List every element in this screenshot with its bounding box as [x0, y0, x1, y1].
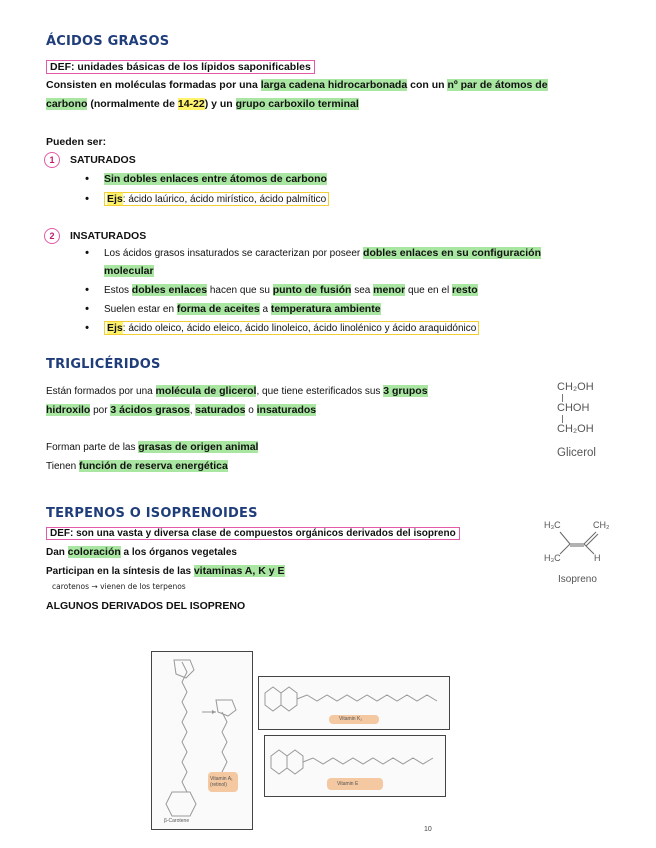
text: Estos	[104, 285, 132, 296]
acidos-desc-line2	[46, 97, 359, 111]
isoprene-h: H	[594, 553, 601, 563]
glicerol-ch2oh-top: CH₂OH	[557, 381, 594, 393]
text: larga cadena hidrocarbonada	[260, 79, 408, 91]
text: : ácido laúrico, ácido mirístico, ácido palmítico	[122, 194, 327, 205]
number-1-circle: 1	[44, 152, 60, 168]
figure-vitamin-k	[258, 676, 450, 730]
text: Suelen estar en	[104, 304, 177, 315]
ins-bullet-2	[70, 283, 478, 298]
glicerol-label: Glicerol	[557, 447, 596, 459]
text: insaturados	[256, 404, 317, 416]
terpenos-line2	[46, 564, 285, 579]
page-number: 10	[424, 826, 432, 833]
text: forma de aceites	[176, 303, 260, 315]
text: resto	[451, 284, 478, 296]
def-terpenos	[46, 526, 460, 541]
text: punto de fusión	[272, 284, 352, 296]
text: vitaminas A, K y E	[193, 565, 285, 577]
text: SATURADOS	[70, 154, 136, 166]
text: coloración	[67, 546, 121, 558]
section-title-terpenos: TERPENOS O ISOPRENOIDES	[46, 506, 258, 521]
terpenos-line1	[46, 545, 237, 560]
text: nº par de átomos de	[447, 79, 548, 91]
text: función de reserva energética	[78, 460, 228, 472]
carotene-chain-icon	[152, 652, 252, 829]
text: hacen que su	[207, 285, 273, 296]
isoprene-h3c-bottom: H₃C	[544, 553, 561, 563]
ins-bullet-4	[70, 321, 479, 336]
text: Forman parte de las	[46, 442, 139, 453]
text: Los ácidos grasos insaturados se caracterizan por poseer	[104, 248, 364, 259]
text: dobles enlaces en su configuración	[363, 247, 541, 259]
text: Consisten en moléculas formadas por una	[46, 79, 261, 91]
text: ,	[189, 405, 196, 416]
text: a	[259, 304, 271, 315]
text: a los órganos vegetales	[120, 547, 237, 558]
text: , que tiene esterificados sus	[256, 386, 384, 397]
bullet-icon: •	[85, 247, 89, 259]
text: por	[90, 405, 111, 416]
text: grasas de origen animal	[138, 441, 259, 453]
bond-line	[562, 394, 563, 402]
figure-vitamin-e	[264, 735, 446, 797]
trigli-line3	[46, 440, 258, 455]
algunos-derivados: ALGUNOS DERIVADOS DEL ISOPRENO	[46, 600, 246, 612]
carotene-label: β-Carotene	[164, 818, 190, 824]
pueden-ser: Pueden ser:	[46, 136, 107, 148]
text: 14-22	[177, 98, 205, 110]
bullet-icon: •	[85, 173, 89, 185]
handwritten-note: carotenos → vienen de los terpenos	[52, 582, 186, 591]
text: molecular	[104, 265, 154, 277]
text: Sin dobles enlaces entre átomos de carbono	[104, 173, 327, 185]
def-acidos	[46, 60, 315, 74]
text: Están formados por una	[46, 386, 156, 397]
text: 3 grupos	[383, 385, 428, 397]
trigli-line2	[46, 403, 316, 418]
saturados-heading	[44, 152, 136, 168]
trigli-line1	[46, 384, 428, 399]
text: con un	[407, 79, 448, 91]
text: 3 ácidos grasos	[110, 404, 190, 416]
section-title-acidos: ÁCIDOS GRASOS	[46, 34, 170, 49]
section-title-trigliceridos: TRIGLICÉRIDOS	[46, 357, 161, 372]
bond-line	[562, 415, 563, 423]
insaturados-heading	[44, 228, 146, 244]
bullet-icon: •	[85, 303, 89, 315]
sat-bullet-1	[70, 172, 327, 186]
text: carbono	[46, 98, 88, 110]
number-2-circle: 2	[44, 228, 60, 244]
bullet-icon: •	[85, 193, 89, 205]
text: que en el	[405, 285, 452, 296]
bullet-icon: •	[85, 284, 89, 296]
acidos-desc-line1	[46, 78, 548, 92]
text: saturados	[195, 404, 246, 416]
glicerol-ch2oh-bottom: CH₂OH	[557, 423, 594, 435]
text: Ejs	[107, 193, 123, 205]
sat-bullet-2	[70, 192, 329, 207]
text: Tienen	[46, 461, 79, 472]
text: ) y un	[204, 98, 236, 110]
text: Ejs	[107, 322, 123, 334]
bullet-icon: •	[85, 322, 89, 334]
vitamin-e-structure-icon	[265, 736, 445, 796]
def-text: DEF: unidades básicas de los lípidos saponificables	[46, 60, 315, 74]
def-text: DEF: son una vasta y diversa clase de compuestos orgánicos derivados del isopreno	[46, 527, 460, 540]
text: molécula de glicerol	[155, 385, 257, 397]
text: o	[245, 405, 257, 416]
text: INSATURADOS	[70, 230, 147, 242]
isoprene-label: Isopreno	[558, 574, 597, 585]
ins-bullet-1-cont	[104, 264, 154, 278]
isoprene-h3c-top: H₃C	[544, 520, 561, 530]
glicerol-chohh: CHOH	[557, 402, 590, 414]
retinol-label: Vitamin A₁ (retinol)	[210, 776, 233, 788]
trigli-line4	[46, 459, 228, 474]
text: hidroxilo	[46, 404, 91, 416]
vitamin-k-label: Vitamin K₁	[339, 716, 362, 722]
isoprene-ch2: CH₂	[593, 520, 610, 530]
vitamin-e-label: Vitamin E	[337, 781, 359, 787]
text: temperatura ambiente	[270, 303, 381, 315]
text: Dan	[46, 547, 68, 558]
ins-bullet-3	[70, 302, 381, 317]
text: grupo carboxilo terminal	[235, 98, 359, 110]
text: menor	[373, 284, 406, 296]
ins-bullet-1	[70, 246, 541, 261]
text: dobles enlaces	[131, 284, 208, 296]
text: (normalmente de	[87, 98, 178, 110]
text: Participan en la síntesis de las	[46, 566, 194, 577]
text: : ácido oleico, ácido eleico, ácido linoleico, ácido linolénico y ácido araquidónico	[122, 323, 477, 334]
figure-carotene-retinol	[151, 651, 253, 830]
text: sea	[351, 285, 374, 296]
